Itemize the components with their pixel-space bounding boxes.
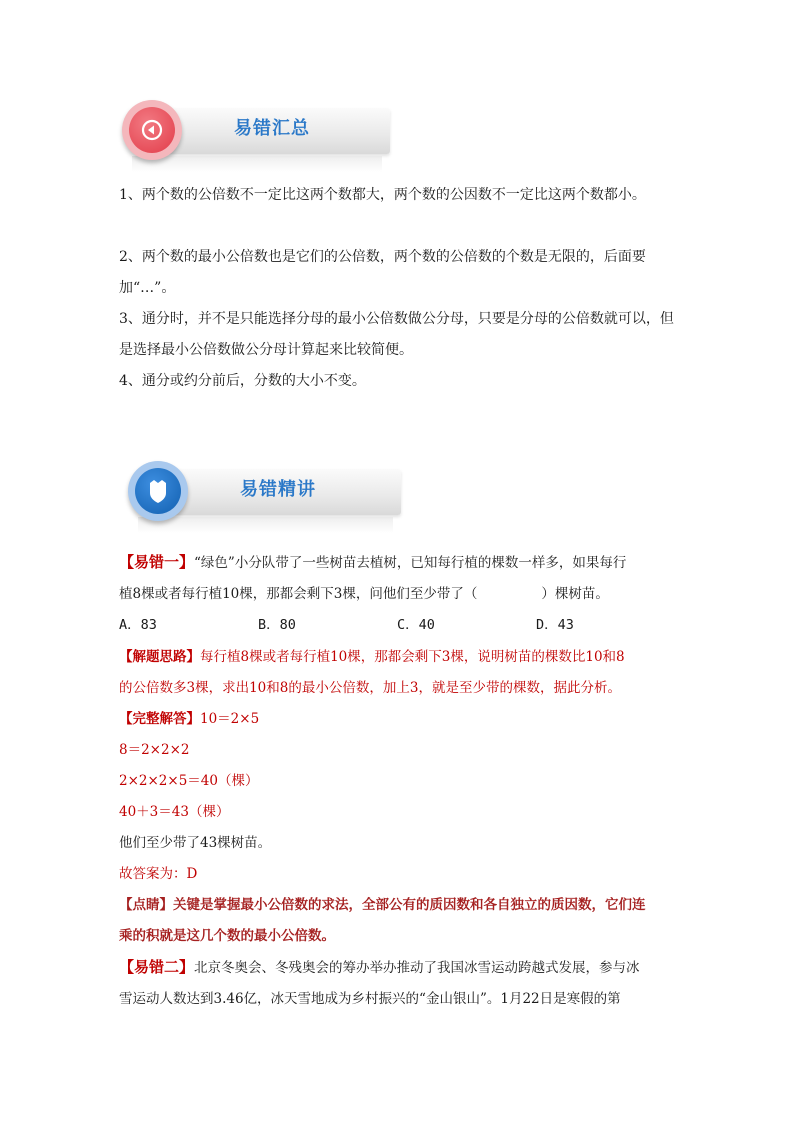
option-a: A．83 — [119, 617, 157, 633]
section1-banner — [122, 100, 392, 164]
section1-title: 易错汇总 — [234, 118, 310, 139]
idea-tag: 【解题思路】 — [119, 649, 200, 665]
banner-icon-circle — [128, 461, 188, 521]
q1-line1 — [119, 551, 679, 572]
summary-item-1: 1、两个数的公倍数不一定比这两个数都大，两个数的公因数不一定比这两个数都小。 — [119, 187, 646, 203]
summary-item-3: 3、通分时，并不是只能选择分母的最小公倍数做公分母，只要是分母的公倍数就可以，但是选择最小公倍数做公分母计算起来比较简便。 — [119, 311, 674, 358]
answer-line1: 【完整解答】10＝2×5 — [119, 711, 260, 727]
q2-line2: 雪运动人数达到3.46亿，冰天雪地成为乡村振兴的“金山银山”。1月22日是寒假的第 — [119, 991, 621, 1007]
final-answer: 故答案为：D — [119, 866, 198, 882]
q2-line1: 【易错二】北京冬奥会、冬残奥会的筹办举办推动了我国冰雪运动跨越式发展，参与冰 — [119, 958, 640, 976]
q2-tag: 【易错二】 — [119, 958, 195, 976]
q1-tag: 【易错一】 — [119, 553, 195, 571]
shield-icon — [135, 468, 181, 514]
answer-tag: 【完整解答】 — [119, 711, 200, 727]
answer-line4: 40＋3＝43（棵） — [119, 804, 230, 820]
point-line2: 乘的积就是这几个数的最小公倍数。 — [119, 928, 335, 944]
banner-icon-circle — [122, 100, 182, 160]
answer-line2: 8＝2×2×2 — [119, 742, 190, 758]
q1-text-line1: “绿色”小分队带了一些树苗去植树，已知每行植的棵数一样多，如果每行 — [194, 555, 627, 571]
back-arrow-icon — [129, 107, 175, 153]
option-c: C．40 — [397, 617, 435, 633]
answer-line3: 2×2×2×5＝40（棵） — [119, 773, 259, 789]
point-line1: 【点睛】关键是掌握最小公倍数的求法，全部公有的质因数和各自独立的质因数，它们连 — [119, 897, 646, 913]
section2-banner — [128, 461, 403, 525]
point-tag: 【点睛】 — [119, 897, 173, 913]
banner-reflection — [138, 517, 393, 533]
summary-item-2: 2、两个数的最小公倍数也是它们的公倍数，两个数的公倍数的个数是无限的，后面要加“…”。 — [119, 249, 646, 296]
option-d: D．43 — [536, 617, 574, 633]
q1-line2: 植8棵或者每行植10棵，那都会剩下3棵，问他们至少带了（ ）棵树苗。 — [119, 586, 609, 602]
option-b: B．80 — [258, 617, 296, 633]
section2-title: 易错精讲 — [240, 479, 316, 500]
idea-line1: 【解题思路】每行植8棵或者每行植10棵，那都会剩下3棵，说明树苗的棵数比10和8 — [119, 649, 625, 665]
summary-item-4: 4、通分或约分前后，分数的大小不变。 — [119, 373, 366, 389]
conclusion: 他们至少带了43棵树苗。 — [119, 835, 272, 851]
idea-line2: 的公倍数多3棵，求出10和8的最小公倍数，加上3，就是至少带的棵数，据此分析。 — [119, 680, 621, 696]
banner-reflection — [132, 156, 382, 172]
